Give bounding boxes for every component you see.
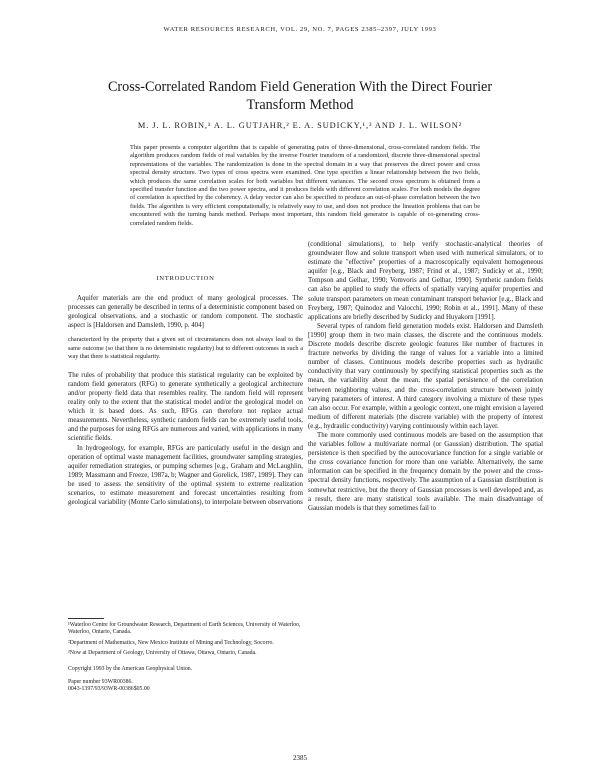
section-heading-introduction: INTRODUCTION [156,275,215,282]
paragraph: Aquifer materials are the end product of many geological processes. The processes can generally be described in terms of a deterministic component based on geological observations, and a stochastic or random component. The stochastic aspect is [Haldorsen and Damsleth, 1990, p. 404] [68,295,303,330]
footnote: ³Now at Department of Geology, University of Ottawa, Ottawa, Ontario, Canada. [68,650,257,657]
paper-number: Paper number 93WR00386. [68,679,133,686]
right-column [308,240,543,513]
paragraph: (conditional simulations), to help verify stochastic-analytical theories of groundwater flow and solute transport when used with numerical simulators, or to estimate the "effective" properties of a macroscopically equivalent homogeneous aquifer [e.g., Black and Freyberg, 1987; Frind et al., 1987; Sudicky et al., 1990; Tompson and Gelhar, 1990; Vomvoris and Gelhar, 1990]. Synthetic random fields can also be applied to study the effects of spatially varying aquifer properties and solute transport parameters on mean contaminant transport behavior [e.g., Black and Freyberg, 1987; Quinodoz and Valocchi, 1990; Robin et al., 1991]. Many of these applications are briefly described by Sudicky and Huyakorn [1991]. [308,241,543,321]
block-quote: characterized by the property that a given set of circumstances does not always lead to the same outcome (so that there is no deterministic regularity) but to different outcomes in such a way that there is statistical regularity. [68,336,303,360]
author-list: M. J. L. ROBIN,¹ A. L. GUTJAHR,² E. A. SUDICKY,¹,³ AND J. L. WILSON² [137,121,463,130]
abstract: This paper presents a computer algorithm that is capable of generating pairs of three-dimensional, cross-correlated random fields. The algorithm produces random fields of real variables by the inverse Fourier transform of a randomized, discrete three-dimensional spectral representations of the variables. The randomization is done in the spectral domain in a way that preserves the direct power and cross spectral density structure. Two types of cross spectra were examined. One type specifies a linear relationship between the two fields, which produces the same correlation scales for both variables but different variances. The second cross spectrum is obtained from a specified transfer function and the two power spectra, and it produces fields with different correlation scales. For both models the degree of correlation is specified by the coherency. A delay vector can also be specified to produce an out-of-phase correlation between the two fields. The algorithm is very efficient computationally, is relatively easy to use, and does not produce the lineation problems that can be encountered with the turning bands method. Perhaps most important, this random field generator is capable of co-generating cross-correlated random fields. [130,144,480,227]
page-number: 2385 [293,754,307,762]
footnote: ²Department of Mathematics, New Mexico Institute of Mining and Technology, Socorro. [68,639,274,646]
journal-header: WATER RESOURCES RESEARCH, VOL. 29, NO. 7, PAGES 2385–2397, JULY 1993 [163,26,437,33]
paragraph: In hydrogeology, for example, RFGs are particularly useful in the design and operation of optimal waste management facilities, groundwater sampling strategies, aquifer remediation strategies, or pumping schemes [e.g., Graham and McLaughlin, 1989; Massmann and Freeze, 1987a, b; Wagner and Gorelick, 1987, 1989]. They can be used to assess the sensitivity of the optimal system to extreme realization scenarios, to estimate measurement and forecast uncertainties resulting from geological variability (Monte Carlo simulations), to interpolate between observations [68,444,303,507]
copyright-notice: Copyright 1993 by the American Geophysical Union. [68,665,193,672]
footnote: ¹Waterloo Centre for Groundwater Research, Department of Earth Sciences, University of Waterloo, Waterloo, Ontario, Canada. [68,622,301,636]
footnote-rule [68,618,104,619]
paragraph: The more commonly used continuous models are based on the assumption that the variables follow a multivariate normal (or Gaussian) distribution. The spatial persistence is then specified by the autocovariance function for a single variable or the cross covariance function for more than one variable. Alternatively, the same information can be specified in the frequency domain by the power and the cross-spectral density functions, respectively. The assumption of a Gaussian distribution is somewhat restrictive, but the theory of Gaussian processes is well developed and, as a result, there are many statistical tools available. The main disadvantage of Gaussian models is that they sometimes fail to [308,431,543,512]
article-title: Cross-Correlated Random Field Generation With the Direct Fourier Transform Method [107,79,493,113]
issn-line: 0043-1397/93/93WR-00386$05.00 [68,686,150,693]
paragraph: Several types of random field generation models exist. Haldorsen and Damsleth [1990] group them in two main classes, the discrete and the continuous models. Discrete models describe discrete geologic features like number of fractures in fracture networks by dividing the range of values for a variable into a limited number of classes. Continuous models describe properties such as hydraulic conductivity that vary continuously by specifying statistical properties such as the mean, the variability about the mean, the spatial persistence of the correlation between neighboring values, and the cross-correlation structure between jointly varying parameters of interest. A third category involving a mixture of these types can also occur. For example, within a geologic context, one might envision a layered medium of different materials (the discrete variable) with the property of interest (e.g., hydraulic conductivity) varying continuously within each layer. [308,322,543,430]
left-column [68,274,303,507]
paragraph: The rules of probability that produce this statistical regularity can be exploited by random field generators (RFG) to generate synthetically a geological architecture and/or property field data that resembles reality. The random field will represent reality only to the extent that the statistical model and/or the geological model on which it is based does. As such, RFGs can therefore not replace actual measurements. Nevertheless, synthetic random fields can be extremely useful tools, and the purposes for using RFGs are numerous and varied, with applications in many scientific fields. [68,371,304,443]
footnotes [68,618,303,694]
